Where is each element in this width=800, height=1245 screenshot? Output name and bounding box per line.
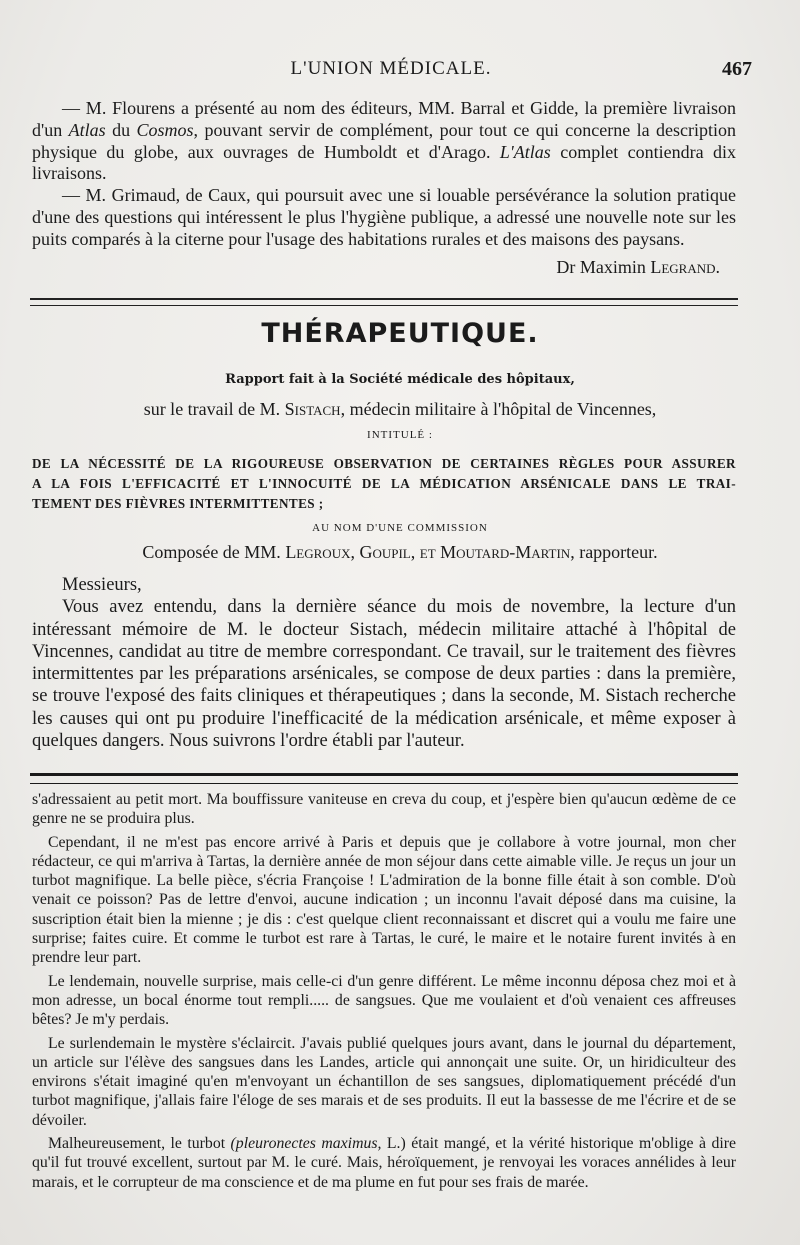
report-body [32,574,736,752]
feuilleton-paragraph: Malheureusement, le turbot (pleuronectes maximus, L.) était mangé, et la vérité historique m'oblige à dire qu'il fut trouvé excellent, surtout par M. le curé. Mais, héroïquement, je renvoyai les voraces annélides à leur marais, et le corrupteur de ma conscience et de ma plume en fut pour ses frais de marée. [32,1135,736,1191]
signature: Dr Maximin Legrand. [556,256,720,277]
report-paragraph: Vous avez entendu, dans la dernière séance du mois de novembre, la lecture d'un intéressant mémoire de M. le docteur Sistach, médecin militaire attaché à l'hôpital de Vincennes, candidat au titre de membre correspondant. Ce travail, sur le traitement des fièvres intermittentes par les préparations arsénicales, se compose de deux parties : dans la première, se trouve l'exposé des faits cliniques et thérapeutiques ; dans la seconde, M. Sistach recherche les causes qui ont pu produire l'inefficacité de la médication arsénicale, et même exposer à quelques dangers. Nous suivrons l'ordre établi par l'auteur. [32,597,736,752]
feuilleton-paragraph: Cependant, il ne m'est pas encore arrivé à Paris et depuis que je collabore à votre journal, mon cher rédacteur, ce qui m'arriva à Tartas, la dernière année de mon séjour dans cette aimable ville. Je reçus un jour un turbot magnifique. La belle pièce, s'écria Françoise ! L'admiration de la bonne fille était à son comble. D'où venait ce poisson? Pas de lettre d'envoi, aucune indication ; un inconnu l'avait déposé dans ma cuisine, la suscription était bien la mienne ; je dis : c'est quelque client reconnaissant et discret qui a voulu me faire une surprise; faites cuire. Et comme le turbot est rare à Tartas, le curé, le maire et le notaire furent invités à en prendre leur part. [32,833,736,967]
commission-label: AU NOM D'UNE COMMISSION [312,522,488,534]
paragraph-flourens: — M. Flourens a présenté au nom des éditeurs, MM. Barral et Gidde, la première livraison d'un Atlas du Cosmos, pouvant servir de complément, pour tout ce qui concerne la description physique du globe, aux ouvrages de Humboldt et d'Arago. L'Atlas complet contiendra dix livraisons. [32,98,736,184]
section-title: THÉRAPEUTIQUE. [261,318,539,349]
salutation: Messieurs, [62,575,142,595]
feuilleton-paragraph: Le lendemain, nouvelle surprise, mais celle-ci d'un genre différent. Le même inconnu déposa chez moi et à mon adresse, un bocal énorme tout rempli..... de sangsues. Que me voulaient et d'où venaient ces affreuses bêtes? Je m'y perdais. [32,972,736,1029]
section-divider [30,298,738,306]
intitule-label: INTITULÉ : [367,429,433,441]
feuilleton [32,790,736,1192]
academy-notes [32,98,736,278]
paragraph-grimaud: — M. Grimaud, de Caux, qui poursuit avec une si louable persévérance la solution pratique d'une des questions qui intéressent le plus l'hygiène publique, a adressé une nouvelle note sur les puits comparés à la citerne pour l'usage des habitations rurales et des maisons des paysans. [32,185,736,249]
journal-title: L'UNION MÉDICALE. [290,58,492,79]
feuilleton-paragraph: s'adressaient au petit mort. Ma bouffissure vaniteuse en creva du coup, et j'espère bien qu'aucun œdème de ce genre ne se produira plus. [32,791,736,828]
page-number: 467 [722,58,752,80]
feuilleton-paragraph: Le surlendemain le mystère s'éclaircit. J'avais publié quelques jours avant, dans le journal du département, un article sur l'élève des sangsues dans les Landes, article qui annonçait une suite. Or, un hiridiculteur des environs s'était imaginé qu'en m'envoyant un échantillon de ses sangsues, diplomatiquement précédé d'un turbot magnifique, j'allais faire l'éloge de ses marais et de ses produits. Il eut la bassesse de me l'écrire et de se dévoiler. [32,1034,736,1129]
report-heading: Rapport fait à la Société médicale des hôpitaux, [225,372,575,387]
running-header [30,58,752,86]
feuilleton-divider [30,773,738,784]
report-subheading: sur le travail de M. Sistach, médecin militaire à l'hôpital de Vincennes, [143,399,657,419]
report-title: DE LA NÉCESSITÉ DE LA RIGOUREUSE OBSERVATION DE CERTAINES RÈGLES POUR ASSURER A LA FOIS L'EFFICACITÉ ET L'INNOCUITÉ DE LA MÉDICATION ARSÉNICALE DANS LE TRAI- TEMENT DES FIÈVRES INTERMITTENTES ; [32,456,736,511]
commission-members: Composée de MM. Legroux, Goupil, et Moutard-Martin, rapporteur. [142,542,658,562]
